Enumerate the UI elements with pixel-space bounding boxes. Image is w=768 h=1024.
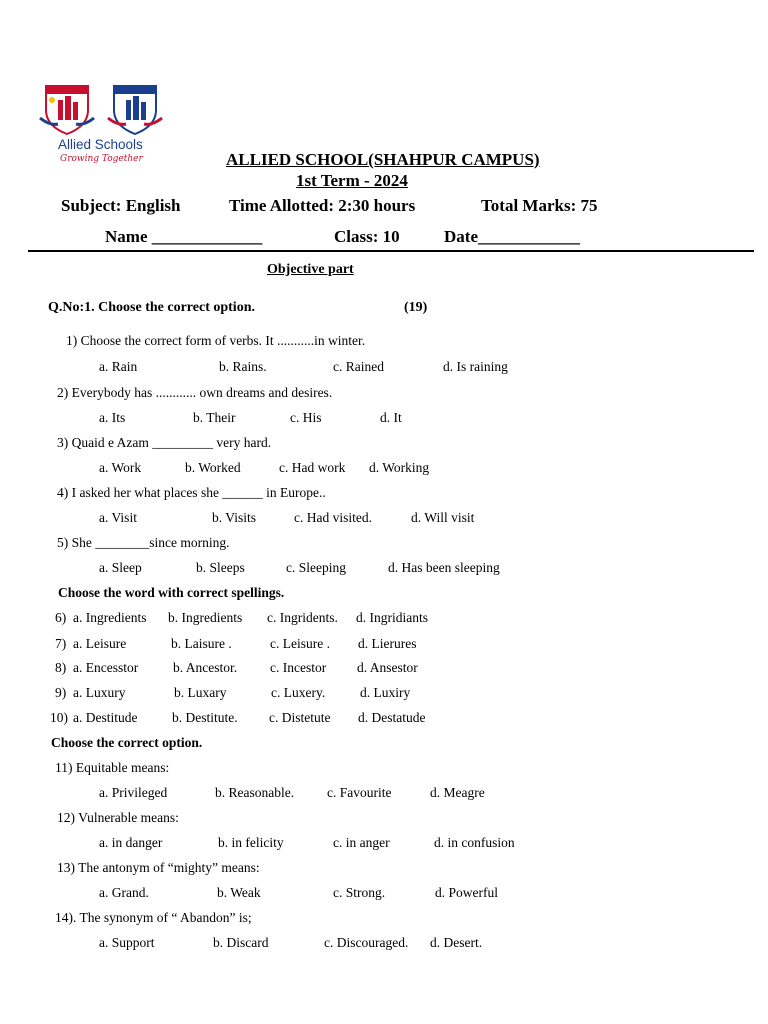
option: c. Discouraged. xyxy=(324,935,409,950)
option: d. It xyxy=(380,410,402,425)
option: b. Destitute. xyxy=(172,710,238,725)
logo-name: Allied Schools xyxy=(58,137,143,152)
option: c. Sleeping xyxy=(286,560,346,575)
option: b. Visits xyxy=(212,510,256,525)
option: a. Visit xyxy=(99,510,137,525)
option: a. Destitude xyxy=(73,710,138,725)
option: b. Sleeps xyxy=(196,560,245,575)
option: b. Ancestor. xyxy=(173,660,238,675)
option: c. Strong. xyxy=(333,885,386,900)
option: a. Privileged xyxy=(99,785,168,800)
option: d. Has been sleeping xyxy=(388,560,500,575)
option: d. Powerful xyxy=(435,885,498,900)
school-title: ALLIED SCHOOL(SHAHPUR CAMPUS) xyxy=(226,150,540,169)
question-text: 2) Everybody has ............ own dreams and desires. xyxy=(57,385,333,400)
spelling-heading: Choose the word with correct spellings. xyxy=(58,585,285,600)
option: a. Luxury xyxy=(73,685,126,700)
option: b. Their xyxy=(193,410,236,425)
section-title: Objective part xyxy=(267,262,354,277)
option: c. Distetute xyxy=(269,710,331,725)
option: b. Luxary xyxy=(174,685,227,700)
option: a. Sleep xyxy=(99,560,142,575)
option: d. Meagre xyxy=(430,785,485,800)
option: a. Leisure xyxy=(73,636,127,651)
total-marks-label: Total Marks: 75 xyxy=(481,196,598,215)
option: b. Worked xyxy=(185,460,241,475)
school-logo xyxy=(38,80,170,168)
option: d. Desert. xyxy=(430,935,483,950)
option: d. Working xyxy=(369,460,430,475)
option-heading: Choose the correct option. xyxy=(51,735,203,750)
option: a. Grand. xyxy=(99,885,149,900)
option: d. Destatude xyxy=(358,710,426,725)
date-field: Date____________ xyxy=(444,227,580,246)
header-divider xyxy=(28,250,754,252)
option: b. Weak xyxy=(217,885,261,900)
time-label: Time Allotted: 2:30 hours xyxy=(229,196,416,215)
option: b. Laisure . xyxy=(171,636,232,651)
option: a. Encesstor xyxy=(73,660,139,675)
option: c. Leisure . xyxy=(270,636,330,651)
option: b. in felicity xyxy=(218,835,284,850)
option: a. Rain xyxy=(99,359,138,374)
option: a. Support xyxy=(99,935,155,950)
question-text: 12) Vulnerable means: xyxy=(57,810,179,825)
option: d. Will visit xyxy=(411,510,475,525)
option: d. Luxiry xyxy=(360,685,411,700)
question-text: 11) Equitable means: xyxy=(55,760,170,775)
option: c. Had visited. xyxy=(294,510,372,525)
option: a. Work xyxy=(99,460,142,475)
option: c. His xyxy=(290,410,322,425)
option: d. Ansestor xyxy=(357,660,418,675)
term-title: 1st Term - 2024 xyxy=(296,171,408,190)
question-text: 1) Choose the correct form of verbs. It ...........in winter. xyxy=(66,333,366,348)
question-text: 14). The synonym of “ Abandon” is; xyxy=(55,910,252,925)
question-number: 6) xyxy=(55,610,67,625)
option: d. Lierures xyxy=(358,636,417,651)
option: b. Rains. xyxy=(219,359,267,374)
question-number: 10) xyxy=(50,710,68,725)
option: c. Ingridents. xyxy=(267,610,338,625)
class-label: Class: 10 xyxy=(334,227,400,246)
question-1-label: Q.No:1. Choose the correct option. xyxy=(48,300,255,315)
option: a. Its xyxy=(99,410,126,425)
option: b. Discard xyxy=(213,935,269,950)
option: b. Reasonable. xyxy=(215,785,295,800)
option: d. Is raining xyxy=(443,359,508,374)
question-number: 8) xyxy=(55,660,67,675)
option: c. Favourite xyxy=(327,785,392,800)
question-text: 5) She ________since morning. xyxy=(57,535,230,550)
option: c. Rained xyxy=(333,359,384,374)
name-field: Name _____________ xyxy=(105,227,263,246)
option: c. Incestor xyxy=(270,660,327,675)
question-number: 7) xyxy=(55,636,67,651)
subject-label: Subject: English xyxy=(61,196,181,215)
option: c. Luxery. xyxy=(271,685,326,700)
question-number: 9) xyxy=(55,685,67,700)
question-1-marks: (19) xyxy=(404,300,428,315)
shield-icon xyxy=(38,80,170,140)
option: a. Ingredients xyxy=(73,610,147,625)
option: b. Ingredients xyxy=(168,610,243,625)
question-text: 4) I asked her what places she ______ in Europe.. xyxy=(57,485,326,500)
question-text: 13) The antonym of “mighty” means: xyxy=(57,860,260,875)
option: d. in confusion xyxy=(434,835,515,850)
logo-tagline: Growing Together xyxy=(60,154,143,164)
option: c. Had work xyxy=(279,460,346,475)
option: d. Ingridiants xyxy=(356,610,428,625)
option: a. in danger xyxy=(99,835,163,850)
option: c. in anger xyxy=(333,835,390,850)
question-text: 3) Quaid e Azam _________ very hard. xyxy=(57,435,272,450)
